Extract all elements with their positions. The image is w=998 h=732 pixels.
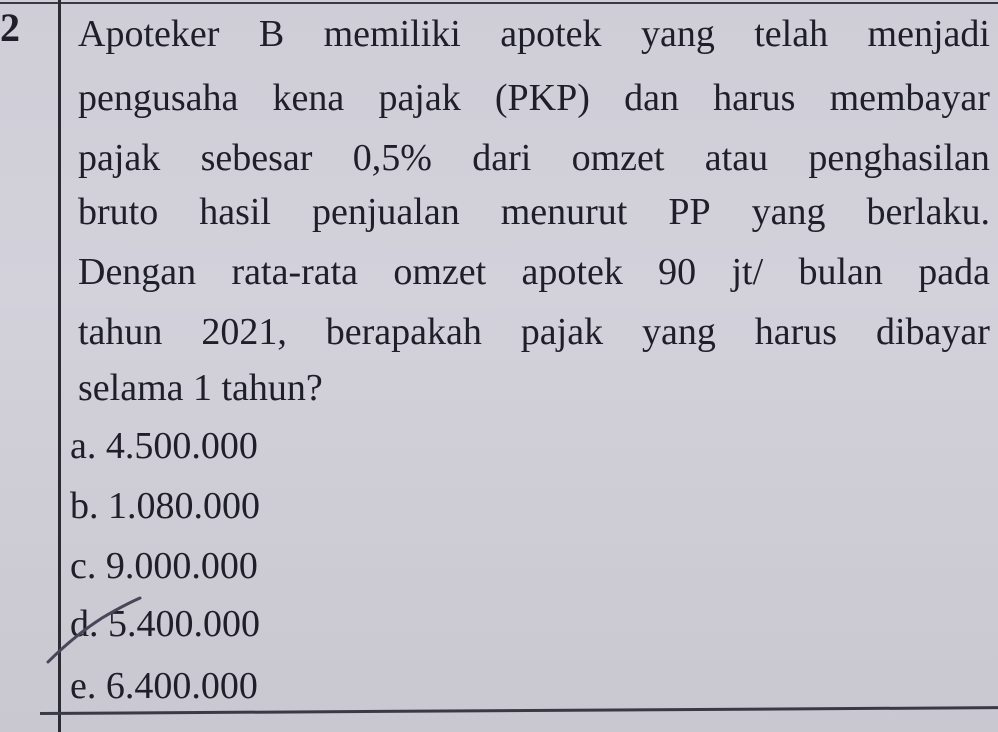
word: dibayar — [875, 311, 990, 353]
word: bulan — [798, 251, 883, 293]
word: harus — [754, 311, 838, 353]
word: 90 — [658, 251, 697, 293]
option-a: a. 4.500.000 — [70, 425, 258, 467]
word: B — [258, 13, 285, 55]
word: harus — [713, 77, 796, 119]
option-d: d. 5.400.000 — [70, 603, 260, 645]
word: omzet — [393, 251, 487, 293]
word: pada — [918, 251, 990, 293]
option-c: c. 9.000.000 — [70, 545, 258, 587]
word: tahun — [78, 311, 163, 353]
question-line — [78, 76, 990, 120]
option-b: b. 1.080.000 — [70, 485, 260, 527]
word: pengusaha — [78, 77, 239, 119]
table-column-divider — [58, 0, 61, 732]
word: Apoteker — [78, 13, 220, 55]
word: yang — [751, 191, 826, 233]
word: rata-rata — [231, 251, 359, 293]
word: atau — [704, 137, 769, 179]
question-number: 2 — [0, 5, 20, 50]
word: penghasilan — [808, 137, 990, 179]
question-line — [78, 12, 990, 56]
word: (PKP) — [494, 77, 590, 119]
word: dan — [624, 77, 679, 119]
word: PP — [668, 191, 711, 233]
option-e: e. 6.400.000 — [70, 665, 258, 707]
word: 0,5% — [352, 137, 432, 179]
word: yang — [640, 13, 715, 55]
question-last-line: selama 1 tahun? — [78, 367, 323, 409]
word: memiliki — [323, 13, 461, 55]
word: kena — [272, 77, 345, 119]
question-line — [78, 136, 990, 180]
word: omzet — [571, 137, 665, 179]
word: membayar — [829, 77, 990, 119]
question-line — [78, 250, 990, 294]
word: yang — [641, 311, 716, 353]
question-line — [78, 310, 990, 354]
word: apotek — [521, 251, 623, 293]
word: pajak — [520, 311, 604, 353]
word: telah — [754, 13, 829, 55]
word: berapakah — [325, 311, 482, 353]
word: penjualan — [312, 191, 460, 233]
word: 2021, — [201, 311, 287, 353]
word: menjadi — [867, 13, 990, 55]
word: bruto — [78, 191, 159, 233]
table-top-border — [0, 2, 998, 4]
word: dari — [472, 137, 532, 179]
word: hasil — [199, 191, 271, 233]
word: Dengan — [78, 251, 197, 293]
word: pajak — [378, 77, 461, 119]
word: apotek — [500, 13, 602, 55]
word: sebesar — [200, 137, 313, 179]
word: berlaku. — [866, 191, 990, 233]
question-line — [78, 190, 990, 234]
word: pajak — [78, 137, 161, 179]
word: jt/ — [731, 251, 764, 293]
word: menurut — [500, 191, 628, 233]
